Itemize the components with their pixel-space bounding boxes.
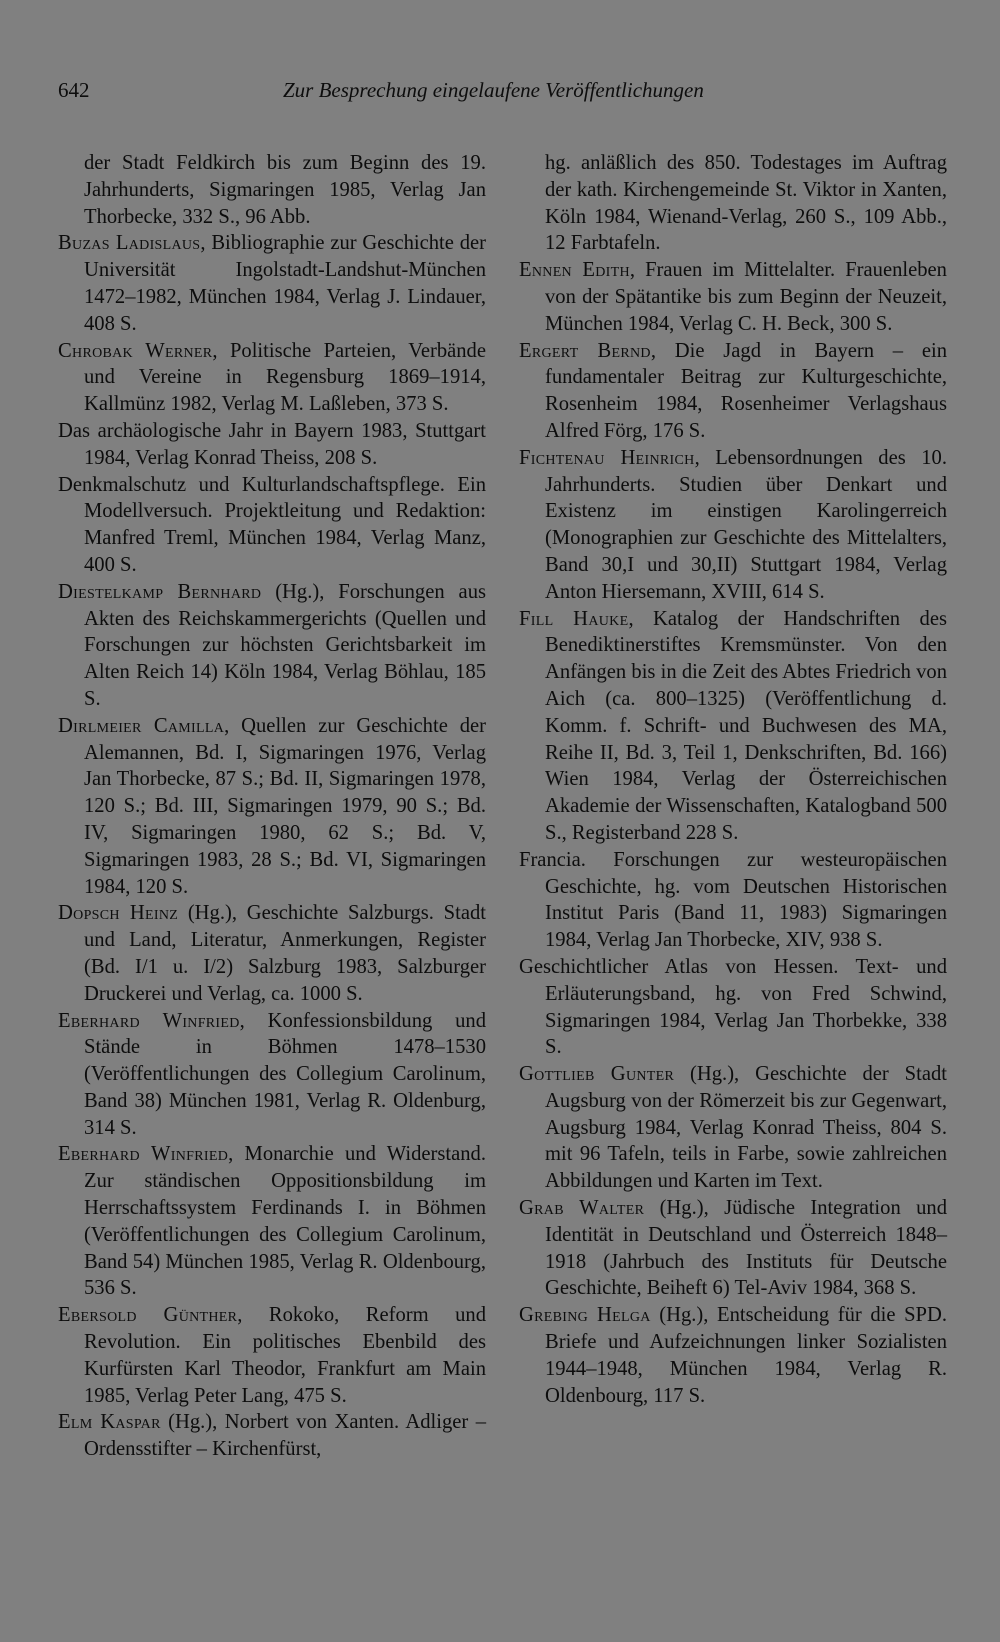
entry-text: hg. anläßlich des 850. Todestages im Auftrag der kath. Kirchengemeinde St. Viktor in Xanten, Köln 1984, Wienand-Verlag, 260 S., 109 Abb., 12 Farbtafeln. — [545, 152, 947, 255]
entry-text: , Die Jagd in Bayern – ein fundamentaler Beitrag zur Kulturgeschichte, Rosenheim 1984, Rosenheimer Verlagshaus Alfred Förg, 176 S. — [545, 339, 947, 442]
entry-author: Buzas Ladislaus — [58, 232, 201, 255]
bibliography-entry — [58, 1409, 486, 1463]
bibliography-entry — [58, 579, 486, 713]
bibliography-entry — [519, 954, 947, 1061]
bibliography-entry — [519, 1061, 947, 1195]
bibliography-entry — [58, 230, 486, 337]
entry-text: (Hg.), Entscheidung für die SPD. Briefe und Aufzeichnungen linker Sozialisten 1944–1948, München 1984, Verlag R. Oldenbourg, 117 S. — [545, 1304, 947, 1407]
bibliography-entry — [519, 606, 947, 847]
entry-text: (Hg.), Jüdische Integration und Identität in Deutschland und Österreich 1848–1918 (Jahrbuch des Instituts für Deutsche Geschichte, Beiheft 6) Tel-Aviv 1984, 368 S. — [545, 1197, 947, 1300]
entry-author: Fichtenau Heinrich — [519, 446, 695, 469]
entry-text: , Politische Parteien, Verbände und Vereine in Regensburg 1869–1914, Kallmünz 1982, Verlag M. Laßleben, 373 S. — [84, 339, 486, 416]
bibliography-entry — [58, 1302, 486, 1409]
entry-author: Diestelkamp Bernhard — [58, 580, 262, 603]
bibliography-entry — [519, 1195, 947, 1302]
bibliography-entry — [58, 150, 486, 230]
entry-author: Ergert Bernd — [519, 339, 651, 362]
entry-author: Ennen Edith — [519, 259, 630, 282]
bibliography-entry — [58, 900, 486, 1007]
entry-text: , Bibliographie zur Geschichte der Universität Ingolstadt-Landshut-München 1472–1982, München 1984, Verlag J. Lindauer, 408 S. — [84, 232, 486, 335]
entry-text: , Katalog der Handschriften des Benediktinerstiftes Kremsmünster. Von den Anfängen bis in die Zeit des Abtes Friedrich von Aich (ca. 800–1325) (Veröffentlichung d. Komm. f. Schrift- und Buchwesen des MA, Reihe II, Bd. 3, Teil 1, Denkschriften, Bd. 166) Wien 1984, Verlag der Österreichischen Akademie der Wissenschaften, Katalogband 500 S., Registerband 228 S. — [545, 607, 947, 844]
bibliography-entry — [58, 1008, 486, 1142]
bibliography-entry — [58, 713, 486, 901]
page-header — [58, 78, 945, 112]
bibliography-entry — [519, 445, 947, 606]
entry-author: Gottlieb Gunter — [519, 1063, 675, 1086]
entry-text: Das archäologische Jahr in Bayern 1983, Stuttgart 1984, Verlag Konrad Theiss, 208 S. — [58, 419, 486, 469]
entry-author: Eberhard Winfried — [58, 1009, 240, 1032]
entry-text: Geschichtlicher Atlas von Hessen. Text- und Erläuterungsband, hg. von Fred Schwind, Sigmaringen 1984, Verlag Jan Thorbekke, 338 S. — [519, 955, 947, 1059]
entry-author: Fill Hauke — [519, 607, 629, 630]
entry-author: Elm Kaspar — [58, 1411, 161, 1434]
running-title: Zur Besprechung eingelaufene Veröffentlichungen — [283, 78, 704, 102]
entry-text: Denkmalschutz und Kulturlandschaftspflege. Ein Modellversuch. Projektleitung und Redaktion: Manfred Treml, München 1984, Verlag Manz, 400 S. — [58, 473, 486, 576]
entry-text: Francia. Forschungen zur westeuropäischen Geschichte, hg. vom Deutschen Historischen Institut Paris (Band 11, 1983) Sigmaringen 1984, Verlag Jan Thorbecke, XIV, 938 S. — [519, 848, 947, 952]
entry-author: Dirlmeier Camilla — [58, 714, 225, 737]
bibliography-entry — [58, 418, 486, 472]
entry-text: (Hg.), Geschichte der Stadt Augsburg von der Römerzeit bis zur Gegenwart, Augsburg 1984, Verlag Konrad Theiss, 804 S. mit 96 Tafeln, teils in Farbe, sowie zahlreichen Abbildungen und Karten im Text. — [545, 1063, 948, 1193]
bibliography-entry — [58, 338, 486, 418]
bibliography-entry — [519, 257, 947, 337]
entry-author: Eberhard Winfried — [58, 1143, 229, 1166]
entry-text: , Rokoko, Reform und Revolution. Ein politisches Ebenbild des Kurfürsten Karl Theodor, Frankfurt am Main 1985, Verlag Peter Lang, 475 S. — [84, 1304, 486, 1407]
bibliography-entry — [519, 847, 947, 954]
entry-author: Ebersold Günther — [58, 1304, 238, 1327]
entry-text: , Frauen im Mittelalter. Frauenleben von der Spätantike bis zum Beginn der Neuzeit, München 1984, Verlag C. H. Beck, 300 S. — [545, 259, 947, 335]
bibliography-entry — [519, 150, 947, 257]
entry-author: Grebing Helga — [519, 1304, 651, 1327]
bibliography-entry — [58, 1141, 486, 1302]
entry-text: , Lebensordnungen des 10. Jahrhunderts. Studien über Denkart und Existenz im einstigen Karolingerreich (Monographien zur Geschichte des Mittelalters, Band 30,I und 30,II) Stuttgart 1984, Verlag Anton Hiersemann, XVIII, 614 S. — [545, 446, 947, 603]
page-number: 642 — [58, 78, 90, 102]
bibliography-entry — [519, 338, 947, 445]
entry-text: der Stadt Feldkirch bis zum Beginn des 19. Jahrhunderts, Sigmaringen 1985, Verlag Jan Thorbecke, 332 S., 96 Abb. — [84, 152, 486, 228]
entry-author: Dopsch Heinz — [58, 902, 179, 925]
entry-text: (Hg.), Forschungen aus Akten des Reichskammergerichts (Quellen und Forschungen zur höchsten Gerichtsbarkeit im Alten Reich 14) Köln 1984, Verlag Böhlau, 185 S. — [84, 580, 487, 710]
entry-text: (Hg.), Norbert von Xanten. Adliger – Ordensstifter – Kirchenfürst, — [84, 1411, 486, 1461]
entry-text: , Quellen zur Geschichte der Alemannen, Bd. I, Sigmaringen 1976, Verlag Jan Thorbecke, 87 S.; Bd. II, Sigmaringen 1978, 120 S.; Bd. III, Sigmaringen 1979, 90 S.; Bd. IV, Sigmaringen 1980, 62 S.; Bd. V, Sigmaringen 1983, 28 S.; Bd. VI, Sigmaringen 1984, 120 S. — [84, 714, 486, 898]
entry-author: Grab Walter — [519, 1197, 645, 1220]
entry-text: , Konfessionsbildung und Stände in Böhmen 1478–1530 (Veröffentlichungen des Collegium Carolinum, Band 38) München 1981, Verlag R. Oldenburg, 314 S. — [84, 1009, 486, 1139]
bibliography-entry — [519, 1302, 947, 1409]
entry-text: , Monarchie und Widerstand. Zur ständischen Oppositionsbildung im Herrschaftssystem Ferdinands I. in Böhmen (Veröffentlichungen des Collegium Carolinum, Band 54) München 1985, Verlag R. Oldenbourg, 536 S. — [84, 1143, 486, 1300]
entry-author: Chrobak Werner — [58, 339, 213, 362]
bibliography-entry — [58, 472, 486, 579]
right-column — [519, 150, 947, 1409]
left-column — [58, 150, 486, 1463]
entry-text: (Hg.), Geschichte Salzburgs. Stadt und Land, Literatur, Anmerkungen, Register (Bd. I/1 u. I/2) Salzburg 1983, Salzburger Druckerei und Verlag, ca. 1000 S. — [84, 902, 487, 1005]
